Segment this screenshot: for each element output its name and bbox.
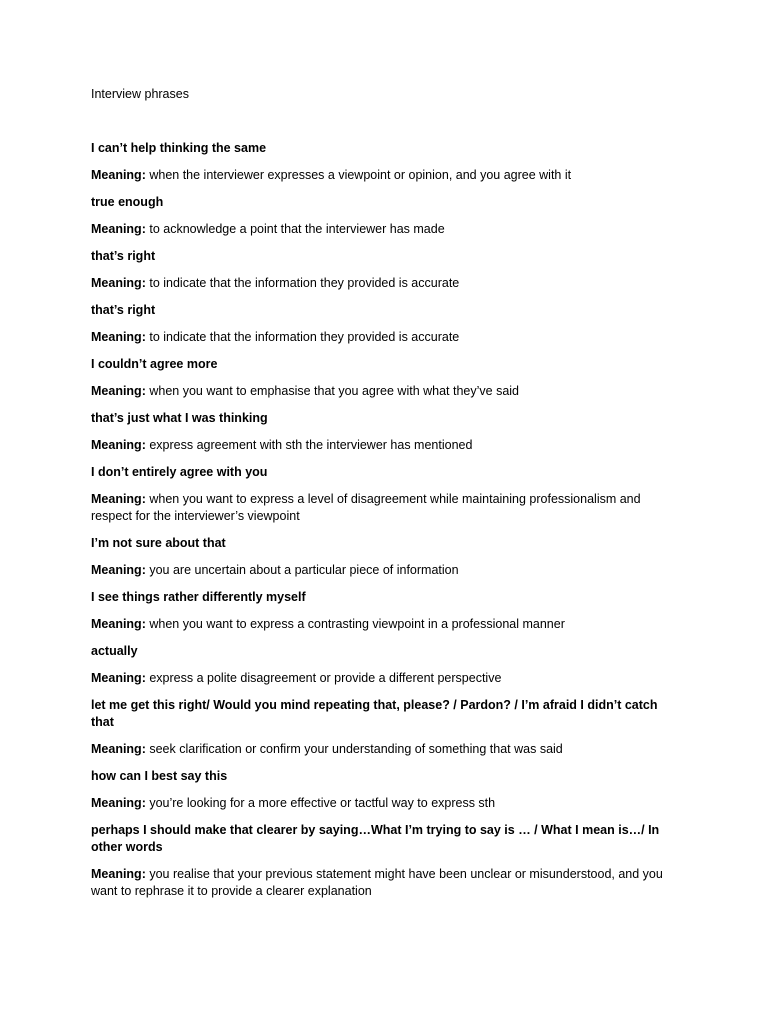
meaning-text: express a polite disagreement or provide a different perspective [149,671,502,685]
meaning-label: Meaning: [91,742,146,756]
meaning-text: to acknowledge a point that the interviewer has made [149,222,445,236]
meaning [91,221,676,238]
meaning-text: to indicate that the information they provided is accurate [149,276,460,290]
phrase: that’s right [91,303,156,317]
meaning-text: when you want to express a contrasting viewpoint in a professional manner [149,617,565,631]
phrase: I can’t help thinking the same [91,141,267,155]
entry [91,643,676,687]
meaning [91,383,676,400]
meaning [91,437,676,454]
meaning [91,866,676,900]
entry [91,410,676,454]
meaning-text: when you want to emphasise that you agree with what they’ve said [149,384,520,398]
entry [91,140,676,184]
entry [91,822,676,900]
meaning-label: Meaning: [91,867,146,881]
meaning-label: Meaning: [91,330,146,344]
meaning-label: Meaning: [91,438,146,452]
phrase: let me get this right/ Would you mind repeating that, please? / Pardon? / I’m afraid I didn’t catch that [91,698,658,729]
entry [91,589,676,633]
phrase: I see things rather differently myself [91,590,306,604]
phrase: I don’t entirely agree with you [91,465,268,479]
phrase: how can I best say this [91,769,228,783]
entry [91,464,676,525]
phrase: I couldn’t agree more [91,357,218,371]
document-title: Interview phrases [91,87,189,101]
meaning [91,491,676,525]
phrase: that’s right [91,249,156,263]
meaning-text: seek clarification or confirm your understanding of something that was said [149,742,563,756]
meaning [91,741,676,758]
entry [91,697,676,758]
meaning-text: you realise that your previous statement might have been unclear or misunderstood, and you want to rephrase it to provide a clearer explanation [91,867,663,898]
meaning-label: Meaning: [91,384,146,398]
meaning-text: when the interviewer expresses a viewpoint or opinion, and you agree with it [149,168,572,182]
meaning-label: Meaning: [91,617,146,631]
meaning-text: express agreement with sth the interviewer has mentioned [149,438,473,452]
meaning-label: Meaning: [91,671,146,685]
meaning-label: Meaning: [91,563,146,577]
meaning-label: Meaning: [91,796,146,810]
phrase: I’m not sure about that [91,536,226,550]
phrase: that’s just what I was thinking [91,411,268,425]
meaning [91,795,676,812]
meaning [91,616,676,633]
meaning-text: when you want to express a level of disagreement while maintaining professionalism and respect for the interviewer’s viewpoint [91,492,641,523]
entry [91,302,676,346]
meaning [91,329,676,346]
meaning [91,670,676,687]
phrase: actually [91,644,138,658]
meaning-text: you are uncertain about a particular piece of information [149,563,459,577]
meaning [91,562,676,579]
entry [91,768,676,812]
entry [91,194,676,238]
meaning-label: Meaning: [91,222,146,236]
meaning [91,275,676,292]
entry [91,248,676,292]
meaning-label: Meaning: [91,492,146,506]
meaning-text: to indicate that the information they provided is accurate [149,330,460,344]
meaning-label: Meaning: [91,276,146,290]
phrase: true enough [91,195,164,209]
entry [91,356,676,400]
meaning [91,167,676,184]
phrase: perhaps I should make that clearer by saying…What I’m trying to say is … / What I mean is…/ In other words [91,823,660,854]
document-body [91,86,676,910]
entry [91,535,676,579]
meaning-label: Meaning: [91,168,146,182]
meaning-text: you’re looking for a more effective or tactful way to express sth [149,796,496,810]
